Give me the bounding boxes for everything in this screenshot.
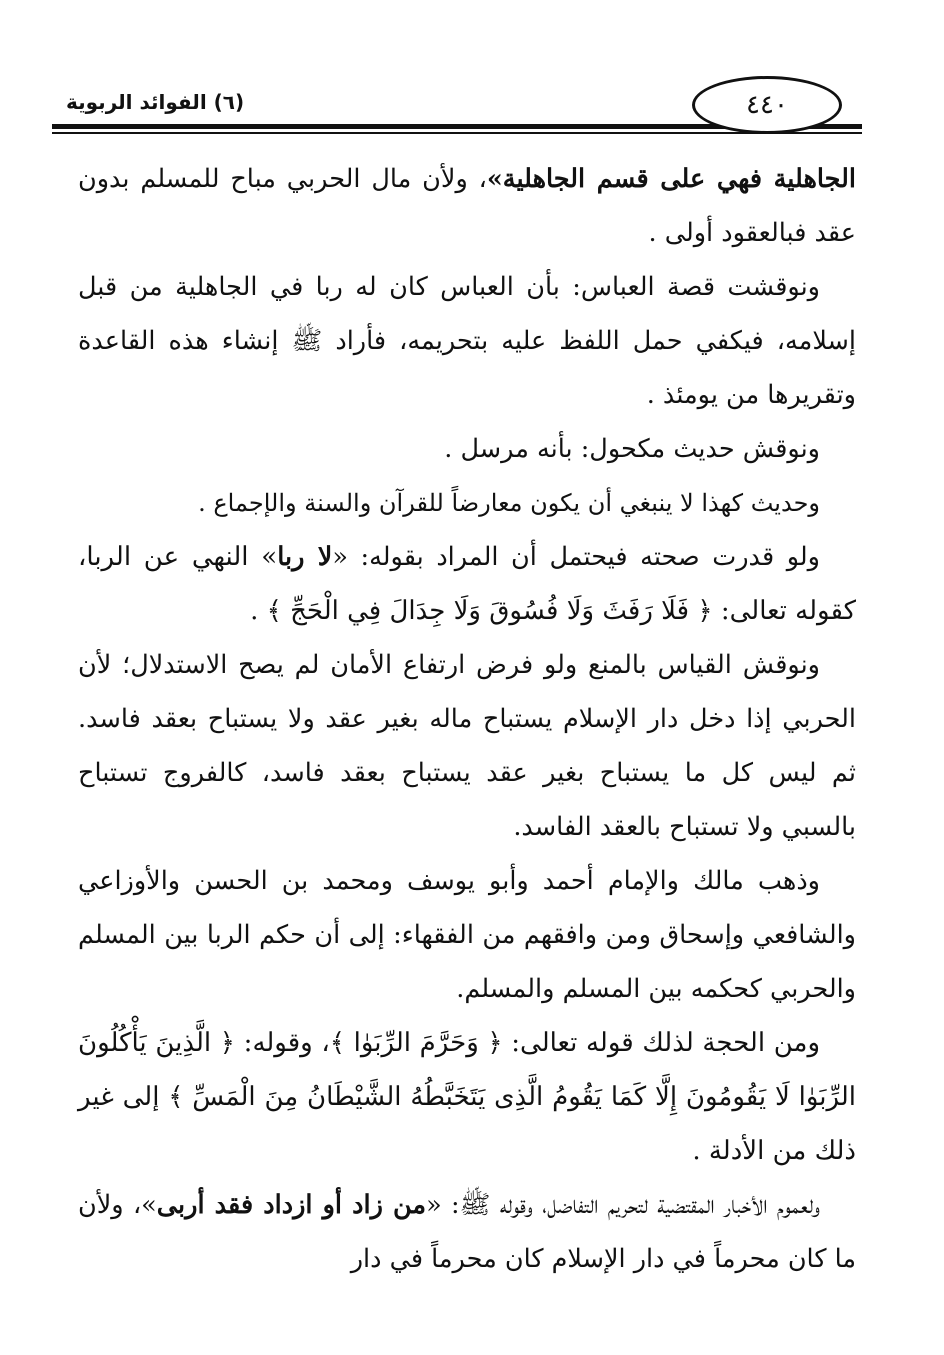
- paragraph: [78, 530, 856, 638]
- page-header: [40, 64, 866, 164]
- paragraph-continuation: [78, 152, 856, 260]
- bold-phrase: الجاهلية فهي على قسم الجاهلية»: [486, 164, 856, 194]
- bold-phrase: لا ربا: [277, 542, 333, 572]
- text-run: ولو قدرت صحته فيحتمل أن المراد بقوله: «: [332, 542, 820, 572]
- quran-quote: » النهي عن الربا، كقوله تعالى: ﴿ فَلَا رَفَثَ وَلَا فُسُوقَ وَلَا جِدَالَ فِي الْحَجِّ ﴾ .: [78, 542, 856, 626]
- text-run: ونوقش حديث مكحول: بأنه مرسل .: [444, 434, 820, 464]
- paragraph: [78, 476, 856, 530]
- paragraph: [78, 854, 856, 1016]
- text-run: ونوقشت قصة العباس: بأن العباس كان له ربا في الجاهلية من قبل إسلامه، فيكفي حمل اللفظ عليه بتحريمه، فأراد ﷺ إنشاء هذه القاعدة وتقريرها من يومئذ .: [78, 272, 856, 410]
- text-run: ، ولأن مال الحربي مباح للمسلم بدون عقد فبالعقود أولى .: [78, 164, 856, 248]
- bold-phrase: من زاد أو ازداد فقد أربى: [156, 1190, 427, 1220]
- quran-quote: ومن الحجة لذلك قوله تعالى: ﴿ وَحَرَّمَ الرِّبَوٰا ﴾، وقوله: ﴿ الَّذِينَ يَأْكُلُونَ الرِّبَوٰا لَا يَقُومُونَ إِلَّا كَمَا يَقُومُ الَّذِى يَتَخَبَّطُهُ الشَّيْطَانُ مِنَ الْمَسِّ ﴾ إلى غير ذلك من الأدلة .: [78, 1028, 856, 1166]
- paragraph: [78, 638, 856, 854]
- paragraph: [78, 1178, 856, 1286]
- text-run: وذهب مالك والإمام أحمد وأبو يوسف ومحمد بن الحسن والأوزاعي والشافعي وإسحاق ومن وافقهم من الفقهاء: إلى أن حكم الربا بين المسلم والحربي كحكمه بين المسلم والمسلم.: [78, 866, 856, 1004]
- running-title: (٦) الفوائد الربوية: [66, 90, 245, 114]
- paragraph: [78, 1016, 856, 1178]
- text-run: ونوقش القياس بالمنع ولو فرض ارتفاع الأمان لم يصح الاستدلال؛ لأن الحربي إذا دخل دار الإسلام يستباح ماله بغير عقد ولا يستباح بعقد فاسد. ثم ليس كل ما يستباح بغير عقد يستباح بعقد فاسد، كالفروج تستباح بالسبي ولا تستباح بالعقد الفاسد.: [78, 650, 856, 842]
- page-number-oval: [692, 76, 842, 134]
- page-body: [78, 152, 856, 1286]
- paragraph: [78, 422, 856, 476]
- text-run: »، ولأن ما كان محرماً في دار الإسلام كان محرماً في دار: [78, 1190, 856, 1274]
- paragraph: [78, 260, 856, 422]
- text-run: وحديث كهذا لا ينبغي أن يكون معارضاً للقرآن والسنة والإجماع .: [198, 489, 820, 517]
- text-run: ولعموم الأخبار المقتضية لتحريم التفاضل، وقوله ﷺ: «: [426, 1190, 820, 1220]
- page-number: ٤٤٠: [746, 90, 788, 120]
